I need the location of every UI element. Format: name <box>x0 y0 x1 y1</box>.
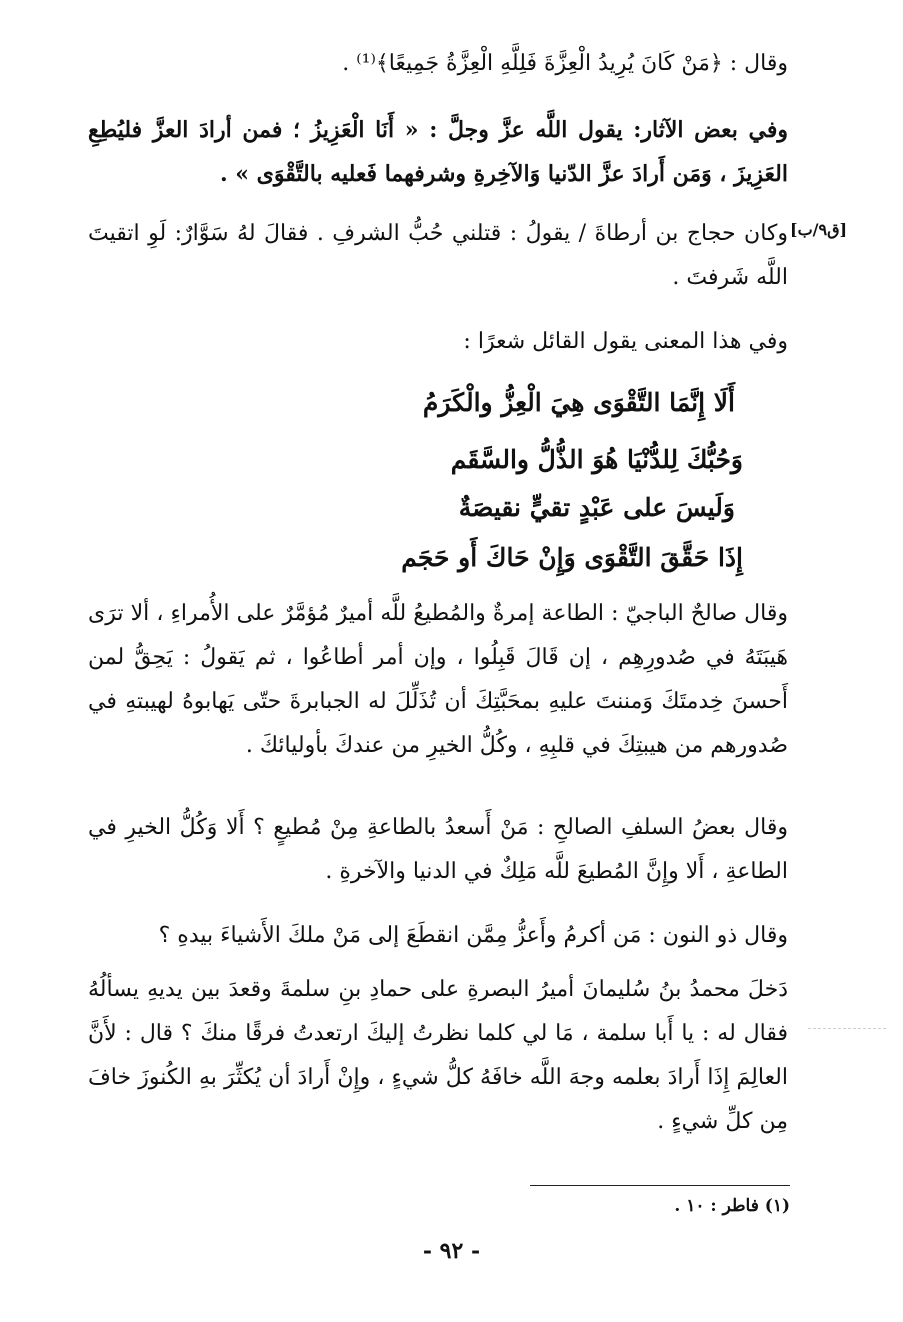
poem-line-2: وَحُبُّكَ لِلدُّنْيَا هُوَ الذُّلُّ والسَّقَم <box>450 445 743 474</box>
footnote: (١) فاطر : ١٠ . <box>674 1196 790 1216</box>
poem-line-3: وَلَيسَ على عَبْدٍ تقيٍّ نقيصَةٌ <box>458 493 735 522</box>
paragraph-athar: وفي بعض الآثار: يقول اللَّه عزَّ وجلَّ : « أَنَا الْعَزِيزُ ؛ فمن أرادَ العزَّ فليُطِعِ العَزِيزَ ، وَمَن أَرادَ عزَّ الدّنيا وَالآخِرةِ وشرفهما فَعليه بالتَّقْوَى » . <box>88 117 788 187</box>
paragraph-quran-verse: وقال : ﴿مَنْ كَانَ يُرِيدُ الْعِزَّةَ فَلِلَّهِ الْعِزَّةُ جَمِيعًا﴾⁽¹⁾ . <box>342 51 788 76</box>
footnote-separator <box>530 1185 790 1186</box>
paragraph-salaf: وقال بعضُ السلفِ الصالحِ : مَنْ أَسعدُ بالطاعةِ مِنْ مُطيعٍ ؟ أَلا وَكُلُّ الخيرِ في الطاعةِ ، أَلا وإِنَّ المُطيعَ للَّه مَلِكٌ في الدنيا والآخرةِ . <box>88 815 788 884</box>
paragraph-salih-albaji: وقال صالحٌ الباجيّ : الطاعة إمرةٌ والمُطيعُ للَّه أميرٌ مُؤمَّرٌ على الأُمراءِ ، ألا ترَى هَيبَتَهُ في صُدورِهِم ، إن قَالَ قَبِلُوا ، وإن أمر أطاعُوا ، ثم يَقولُ : يَحِقُّ لمن أَحسنَ خِدمتَكَ وَمننتَ عليهِ بمحَبَّتِكَ أن تُذَلِّلَ له الجبابرةَ حتّى يَهابوهُ لهيبتهِ في صُدورهم من هيبتِكَ في قلبِهِ ، وكُلُّ الخيرِ من عندكَ بأوليائكَ . <box>88 601 788 758</box>
paragraph-hajjaj: وكان حجاج بن أرطاةَ / يقولُ : قتلني حُبُّ الشرفِ . فقالَ لهُ سَوَّارٌ: لَوِ اتقيتَ اللَّه شَرفتَ . <box>88 221 788 290</box>
manuscript-folio-note: [ق٩/ب] <box>790 220 848 239</box>
poem-line-4: إِذَا حَقَّقَ التَّقْوَى وَإِنْ حَاكَ أَو حَجَم <box>401 543 743 572</box>
paragraph-hammad: دَخلَ محمدُ بنُ سُليمانَ أميرُ البصرةِ على حمادِ بنِ سلمةَ وقعدَ بين يديهِ يسألُهُ فقال له : يا أَبا سلمة ، مَا لي كلما نظرتُ إليكَ ارتعدتُ فرقًا منكَ ؟ قال : لأَنَّ العالِمَ إِذَا أَرادَ بعلمه وجهَ اللَّه خافَهُ كلُّ شيءٍ ، وإِنْ أَرادَ أن يُكثِّرَ بهِ الكُنوزَ خافَ مِن كلِّ شيءٍ . <box>88 977 788 1134</box>
scan-artifact-line <box>808 1028 886 1029</box>
paragraph-dhu-alnun: وقال ذو النون : مَن أكرمُ وأَعزُّ مِمَّن انقطَعَ إلى مَنْ ملكَ الأَشياءَ بيدهِ ؟ <box>158 923 788 948</box>
page-number: - ٩٢ - <box>422 1238 481 1264</box>
poem-line-1: أَلَا إِنَّمَا التَّقْوَى هِيَ الْعِزُّ والْكَرَمُ <box>422 388 735 417</box>
paragraph-poem-intro: وفي هذا المعنى يقول القائل شعرًا : <box>463 329 788 354</box>
